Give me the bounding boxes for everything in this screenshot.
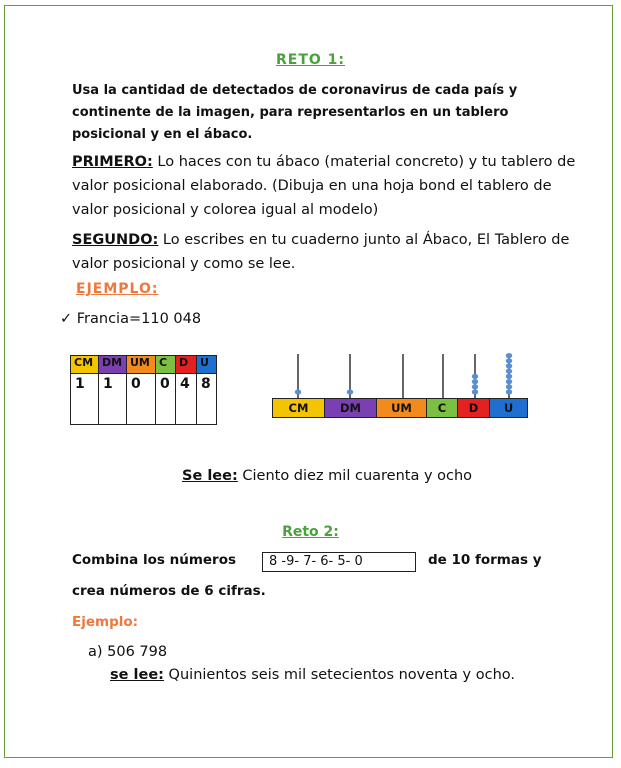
ejemplo-heading: EJEMPLO:: [76, 281, 159, 297]
reto1-reading: [182, 468, 472, 484]
abacus-bead-u: [506, 369, 512, 374]
abacus-label-u: U: [490, 399, 527, 417]
se-lee-text: Ciento diez mil cuarenta y ocho: [237, 468, 473, 484]
crea-line: crea números de 6 cifras.: [72, 583, 266, 599]
pv-digit-c: 0: [156, 374, 176, 425]
place-value-digit-row: [71, 374, 217, 425]
abacus-label-d: D: [458, 399, 490, 417]
abacus-bead-u: [506, 374, 512, 379]
pv-header-d: D: [176, 356, 197, 374]
pv-digit-d: 4: [176, 374, 197, 425]
place-value-table: [70, 355, 217, 425]
abacus-bead-dm: [347, 389, 353, 394]
pv-digit-dm: 1: [99, 374, 127, 425]
example-line: [60, 311, 201, 327]
pv-digit-um: 0: [127, 374, 156, 425]
abacus-bead-u: [506, 379, 512, 384]
reto2-se-lee-label: se lee:: [110, 667, 164, 683]
pv-header-cm: CM: [71, 356, 99, 374]
segundo-text: Lo escribes en tu cuaderno junto al Ábaco, El Tablero de valor posicional y como se lee.: [72, 232, 570, 272]
abacus-bead-u: [506, 358, 512, 363]
place-value-header-row: [71, 356, 217, 374]
abacus-bead-d: [472, 379, 478, 384]
abacus-label-cm: CM: [273, 399, 325, 417]
pv-header-c: C: [156, 356, 176, 374]
reto2-example-a: a) 506 798: [88, 644, 168, 660]
reto2-ejemplo-heading: Ejemplo:: [72, 614, 139, 630]
abacus-bead-d: [472, 374, 478, 379]
abacus-label-um: UM: [377, 399, 427, 417]
check-icon: ✓: [60, 311, 73, 327]
francia-value: Francia=110 048: [76, 311, 202, 327]
pv-digit-u: 8: [197, 374, 217, 425]
reto2-reading: [110, 667, 515, 683]
segundo-label: SEGUNDO:: [72, 232, 159, 248]
combina-suffix: de 10 formas y: [428, 552, 542, 568]
pv-digit-cm: 1: [71, 374, 99, 425]
abacus-bead-d: [472, 389, 478, 394]
reto2-se-lee-text: Quinientos seis mil setecientos noventa y ocho.: [163, 667, 515, 683]
abacus-label-dm: DM: [325, 399, 377, 417]
reto2-title: Reto 2:: [282, 524, 339, 540]
reto1-intro: Usa la cantidad de detectados de coronavirus de cada país y continente de la imagen, para representarlos en un tablero posicional y en el ábaco.: [72, 83, 518, 142]
abacus-base: [272, 398, 528, 418]
primero-text: Lo haces con tu ábaco (material concreto) y tu tablero de valor posicional elaborado. (Dibuja en una hoja bond el tablero de valor posicional y colorea igual al modelo): [72, 154, 576, 218]
numbers-box: 8 -9- 7- 6- 5- 0: [262, 552, 416, 572]
abacus-bead-u: [506, 384, 512, 389]
pv-header-u: U: [197, 356, 217, 374]
abacus-label-c: C: [427, 399, 458, 417]
primero-label: PRIMERO:: [72, 154, 153, 170]
abacus-bead-u: [506, 353, 512, 358]
combina-prefix: Combina los números: [72, 552, 237, 568]
se-lee-label: Se lee:: [182, 468, 238, 484]
abacus-bead-d: [472, 384, 478, 389]
segundo-paragraph: [72, 228, 582, 276]
pv-header-um: UM: [127, 356, 156, 374]
primero-paragraph: [72, 150, 582, 222]
pv-header-dm: DM: [99, 356, 127, 374]
abacus-bead-u: [506, 363, 512, 368]
abacus-bead-cm: [295, 389, 301, 394]
reto1-title: RETO 1:: [275, 52, 345, 68]
abacus-bead-u: [506, 389, 512, 394]
